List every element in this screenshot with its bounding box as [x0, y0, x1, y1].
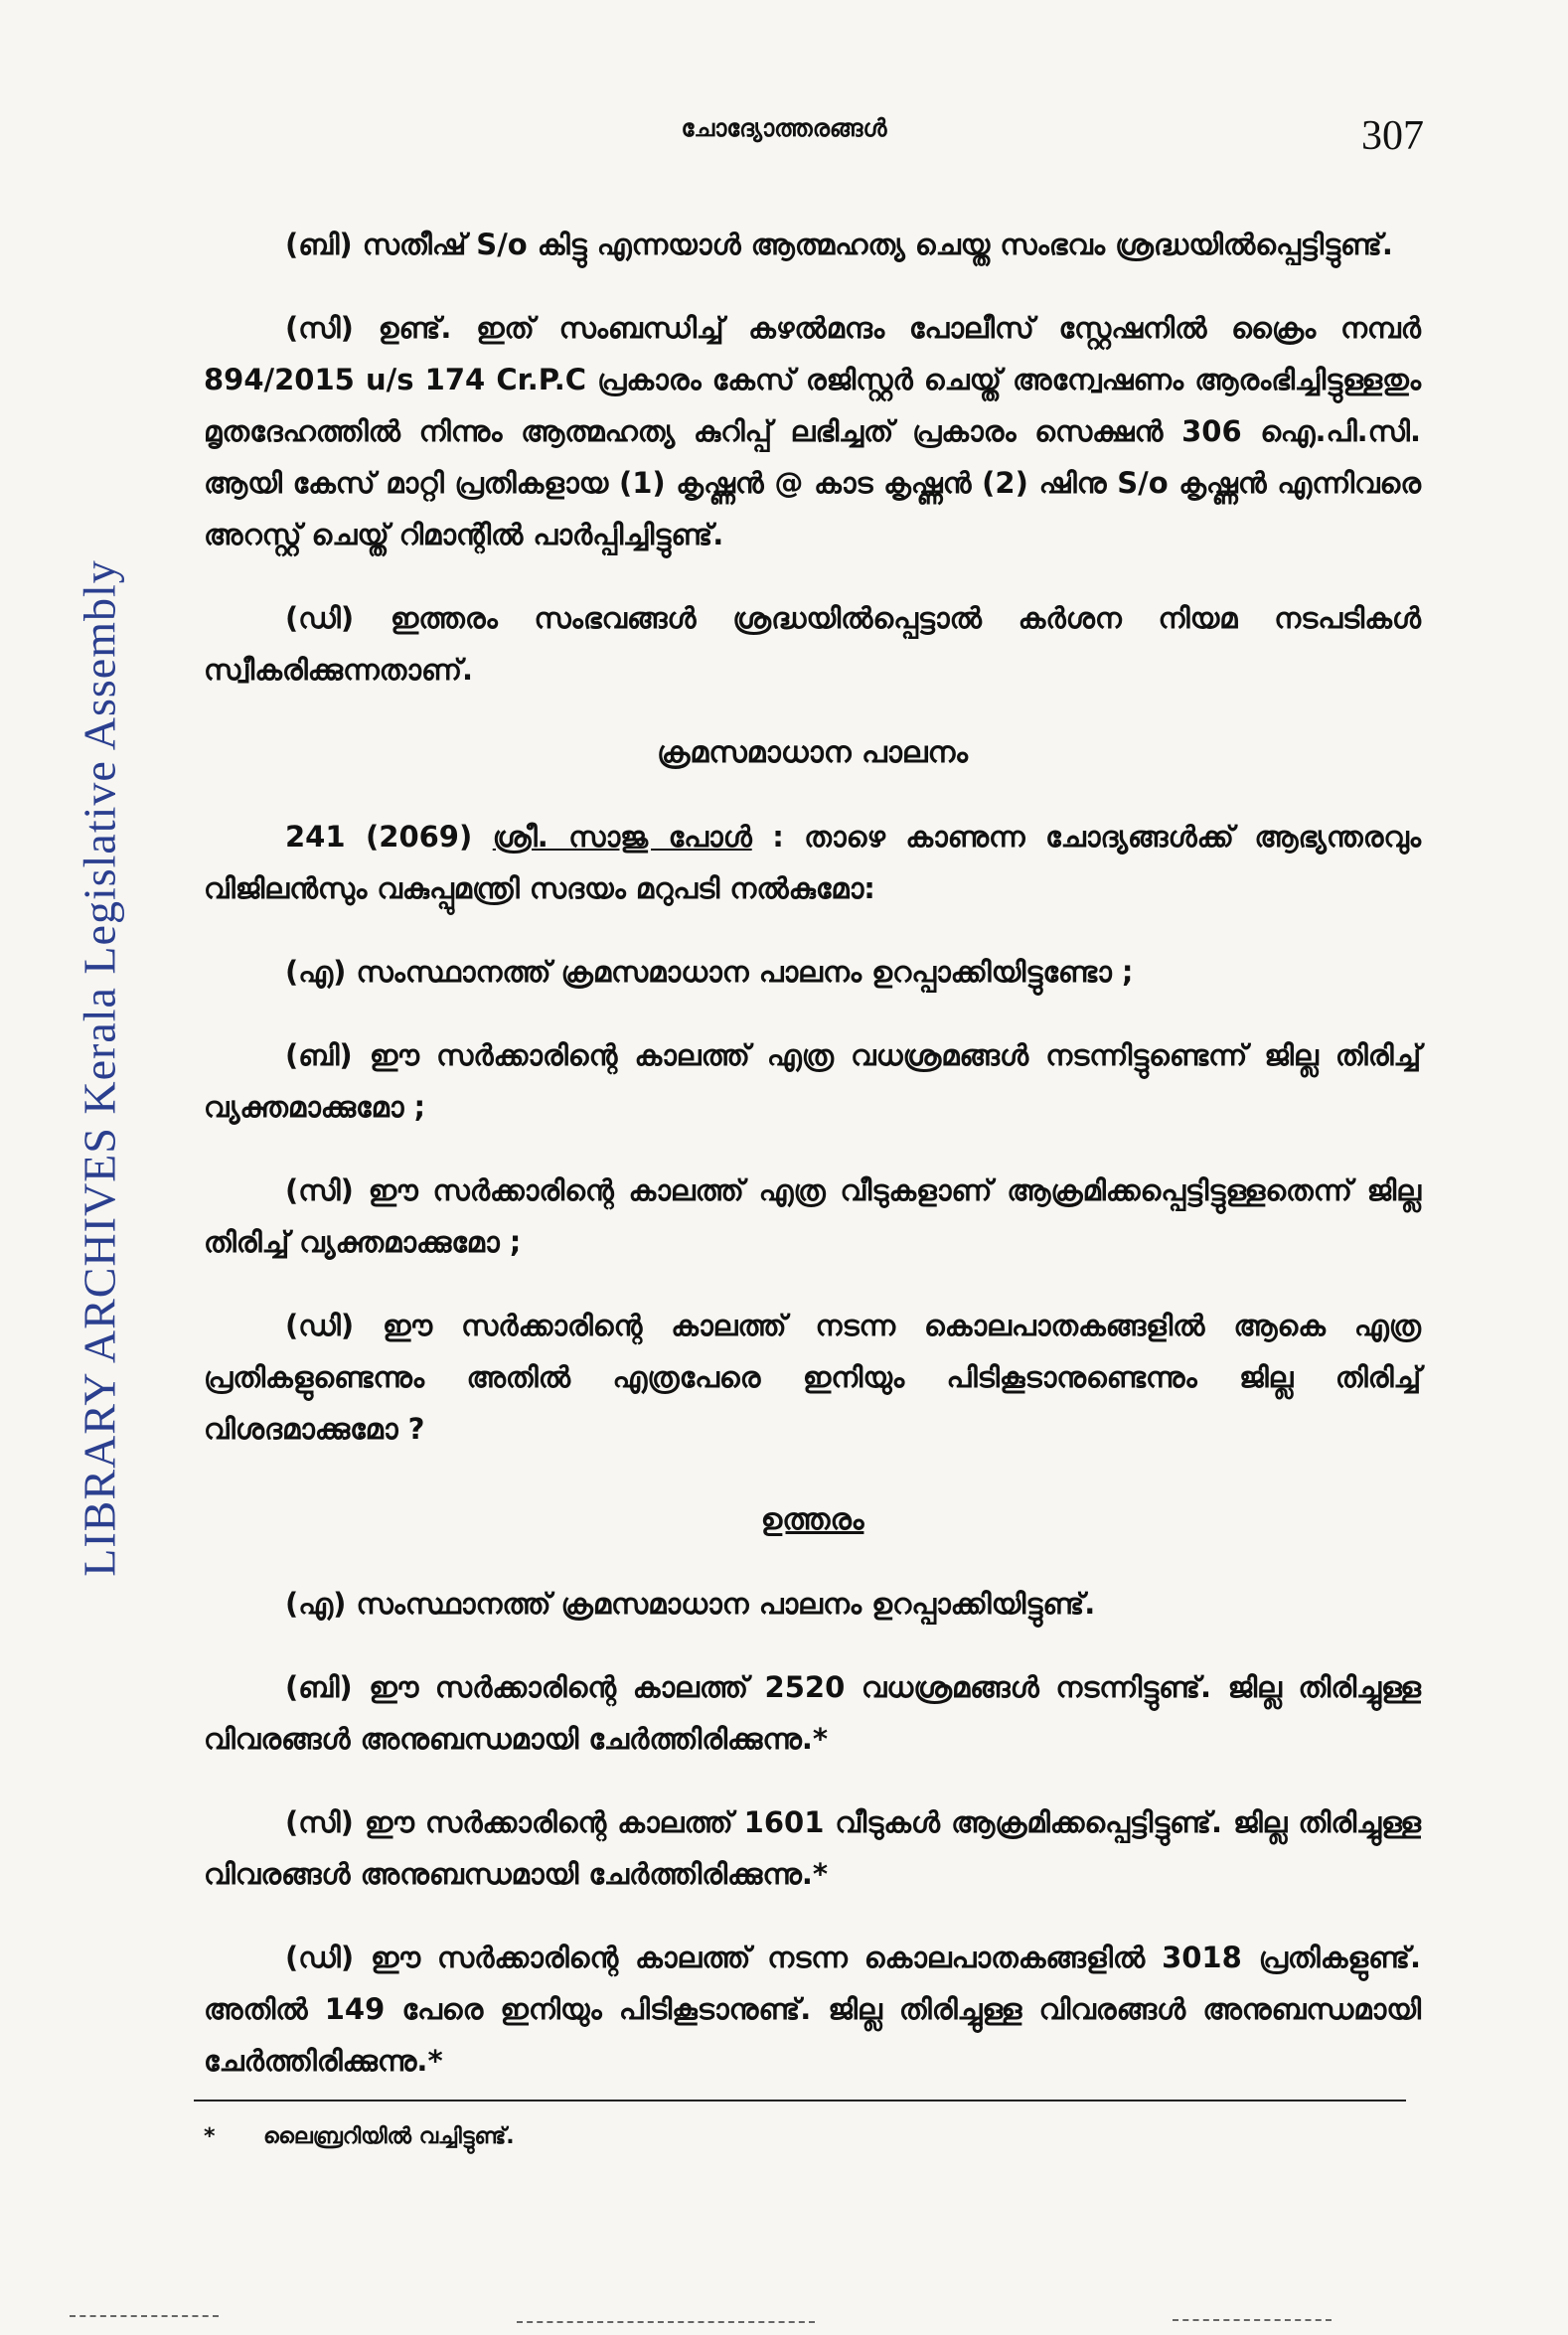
scan-artifact-line — [70, 2315, 219, 2317]
answer-part-c: (സി) ഈ സർക്കാരിന്റെ കാലത്ത് 1601 വീടുകൾ ആക്രമിക്കപ്പെട്ടിട്ടുണ്ട്. ജില്ല തിരിച്ചുള്ള വിവരങ്ങൾ അനുബന്ധമായി ചേർത്തിരിക്കുന്നു.* — [204, 1805, 1421, 1891]
footnote — [204, 2124, 1297, 2149]
footnote-divider — [194, 2100, 1406, 2102]
scan-artifact-line — [517, 2321, 815, 2323]
answer-part-d: (ഡി) ഈ സർക്കാരിന്റെ കാലത്ത് നടന്ന കൊലപാതകങ്ങളിൽ 3018 പ്രതികളുണ്ട്. അതിൽ 149 പേരെ ഇനിയും പിടികൂടാനുണ്ട്. ജില്ല തിരിച്ചുള്ള വിവരങ്ങൾ അനുബന്ധമായി ചേർത്തിരിക്കുന്നു.* — [204, 1941, 1421, 2078]
answer-heading-text: ഉത്തരം — [760, 1502, 864, 1537]
answer-part-b: (ബി) ഈ സർക്കാരിന്റെ കാലത്ത് 2520 വധശ്രമങ്ങൾ നടന്നിട്ടുണ്ട്. ജില്ല തിരിച്ചുള്ള വിവരങ്ങൾ അനുബന്ധമായി ചേർത്തിരിക്കുന്നു.* — [204, 1670, 1421, 1756]
library-archives-watermark: LIBRARY ARCHIVES Kerala Legislative Assembly — [74, 559, 125, 1577]
scan-artifact-line — [1173, 2319, 1332, 2321]
question-part-a: (എ) സംസ്ഥാനത്ത് ക്രമസമാധാന പാലനം ഉറപ്പാക്കിയിട്ടുണ്ടോ ; — [285, 955, 1134, 989]
answer-part-a: (എ) സംസ്ഥാനത്ത് ക്രമസമാധാന പാലനം ഉറപ്പാക്കിയിട്ടുണ്ട്. — [285, 1587, 1096, 1621]
question-intro-text: : താഴെ കാണുന്ന ചോദ്യങ്ങൾക്ക് ആഭ്യന്തരവും വിജിലൻസും വകുപ്പുമന്ത്രി സദയം മറുപടി നൽകുമോ: — [204, 820, 1421, 905]
answer-heading — [204, 1494, 1421, 1546]
question-part-b: (ബി) ഈ സർക്കാരിന്റെ കാലത്ത് എത്ര വധശ്രമങ്ങൾ നടന്നിട്ടുണ്ടെന്ന് ജില്ല തിരിച്ച് വ്യക്തമാക്കുമോ ; — [204, 1038, 1421, 1124]
footnote-text: ലൈബ്രറിയിൽ വച്ചിട്ടുണ്ട്. — [263, 2124, 515, 2149]
running-title: ചോദ്യോത്തരങ്ങൾ — [681, 114, 887, 142]
previous-answer-d: (ഡി) ഇത്തരം സംഭവങ്ങൾ ശ്രദ്ധയിൽപ്പെട്ടാൽ കർശന നിയമ നടപടികൾ സ്വീകരിക്കുന്നതാണ്. — [204, 601, 1421, 687]
previous-answer-b: (ബി) സതീഷ് S/o കിട്ടു എന്നയാൾ ആത്മഹത്യ ചെയ്ത സംഭവം ശ്രദ്ധയിൽപ്പെട്ടിട്ടുണ്ട്. — [285, 228, 1393, 261]
question-part-d: (ഡി) ഈ സർക്കാരിന്റെ കാലത്ത് നടന്ന കൊലപാതകങ്ങളിൽ ആകെ എത്ര പ്രതികളുണ്ടെന്നും അതിൽ എത്രപേരെ ഇനിയും പിടികൂടാനുണ്ടെന്നും ജില്ല തിരിച്ച് വിശദമാക്കുമോ ? — [204, 1309, 1421, 1446]
member-name: ശ്രീ. സാജു പോൾ — [492, 820, 752, 854]
page-number: 307 — [1361, 113, 1424, 159]
footnote-mark: * — [204, 2124, 216, 2149]
question-part-c: (സി) ഈ സർക്കാരിന്റെ കാലത്ത് എത്ര വീടുകളാണ് ആക്രമിക്കപ്പെട്ടിട്ടുള്ളതെന്ന് ജില്ല തിരിച്ച് വ്യക്തമാക്കുമോ ; — [204, 1173, 1421, 1259]
question-number: 241 (2069) — [285, 820, 473, 854]
question-heading: ക്രമസമാധാന പാലനം — [657, 735, 968, 770]
page-body — [204, 219, 1421, 2087]
question-intro — [204, 811, 1421, 914]
previous-answer-c: (സി) ഉണ്ട്. ഇത് സംബന്ധിച്ച് കഴൽമന്ദം പോലീസ് സ്റ്റേഷനിൽ ക്രൈം നമ്പർ 894/2015 u/s 174 Cr.P.C പ്രകാരം കേസ് രജിസ്റ്റർ ചെയ്ത് അന്വേഷണം ആരംഭിച്ചിട്ടുള്ളതും മൃതദേഹത്തിൽ നിന്നും ആത്മഹത്യ കുറിപ്പ് ലഭിച്ചത് പ്രകാരം സെക്ഷൻ 306 ഐ.പി.സി. ആയി കേസ് മാറ്റി പ്രതികളായ (1) കൃഷ്ണൻ @ കാട കൃഷ്ണൻ (2) ഷിനു S/o കൃഷ്ണൻ എന്നിവരെ അറസ്റ്റ് ചെയ്ത് റിമാന്റിൽ പാർപ്പിച്ചിട്ടുണ്ട്. — [204, 311, 1421, 551]
